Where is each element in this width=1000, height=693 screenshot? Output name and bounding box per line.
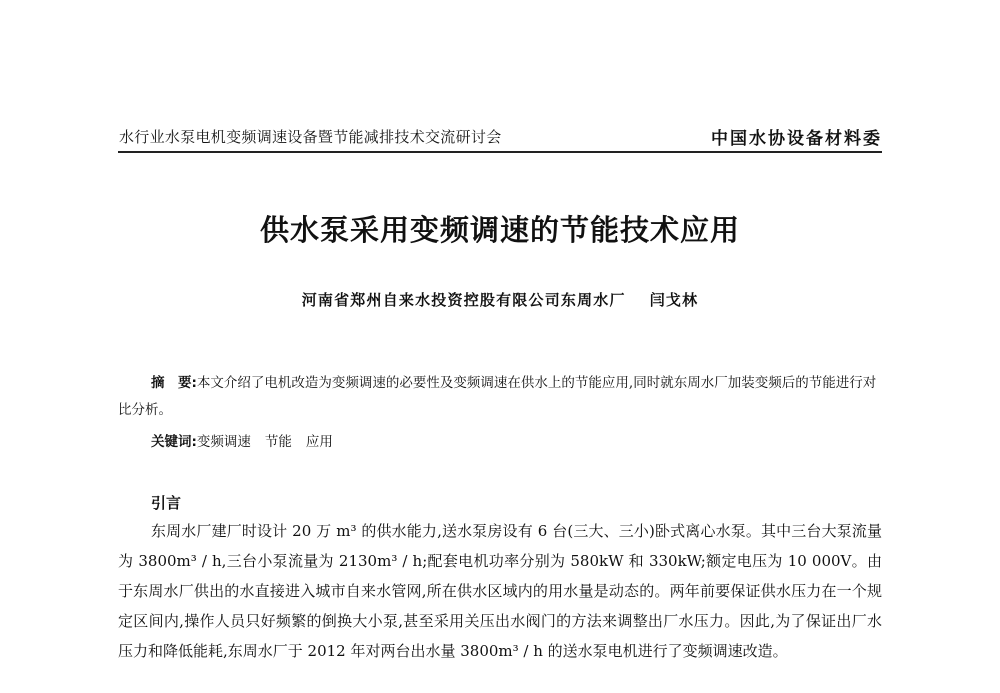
- keywords: [151, 430, 347, 450]
- intro-text: 东周水厂建厂时设计 20 万 m³ 的供水能力,送水泵房设有 6 台(三大、三小)卧式离心水泵。其中三台大泵流量为 3800m³ / h,三台小泵流量为 2130m³ / h;配套电机功率分别为 580kW 和 330kW;额定电压为 10 000V。由于东周水厂供出的水直接进入城市自来水管网,所在供水区域内的用水量是动态的。两年前要保证供水压力在一个规定区间内,操作人员只好频繁的倒换大小泵,甚至采用关压出水阀门的方法来调整出厂水压力。因此,为了保证出厂水压力和降低能耗,东周水厂于 2012 年对两台出水量 3800m³ / h 的送水泵电机进行了变频调速改造。: [118, 522, 882, 660]
- header-rule: [118, 151, 882, 153]
- keyword: 应用: [305, 434, 333, 450]
- body-paragraph: [118, 516, 882, 666]
- section-heading: 引言: [151, 494, 182, 512]
- abstract-label: 摘 要:: [151, 375, 197, 391]
- keyword: 节能: [264, 434, 292, 450]
- abstract-text: 本文介绍了电机改造为变频调速的必要性及变频调速在供水上的节能应用,同时就东周水厂加装变频后的节能进行对比分析。: [118, 375, 877, 418]
- keywords-label: 关键词:: [151, 434, 197, 450]
- author: 闫戈林: [649, 291, 699, 309]
- running-header-left: 水行业水泵电机变频调速设备暨节能减排技术交流研讨会: [119, 128, 502, 146]
- affiliation: 河南省郑州自来水投资控股有限公司东周水厂: [301, 291, 626, 309]
- running-header-right: 中国水协设备材料委: [711, 129, 882, 149]
- keyword: 变频调速: [196, 434, 251, 450]
- paper-title: 供水泵采用变频调速的节能技术应用: [259, 213, 740, 247]
- byline: [0, 289, 1000, 310]
- abstract: [118, 370, 882, 424]
